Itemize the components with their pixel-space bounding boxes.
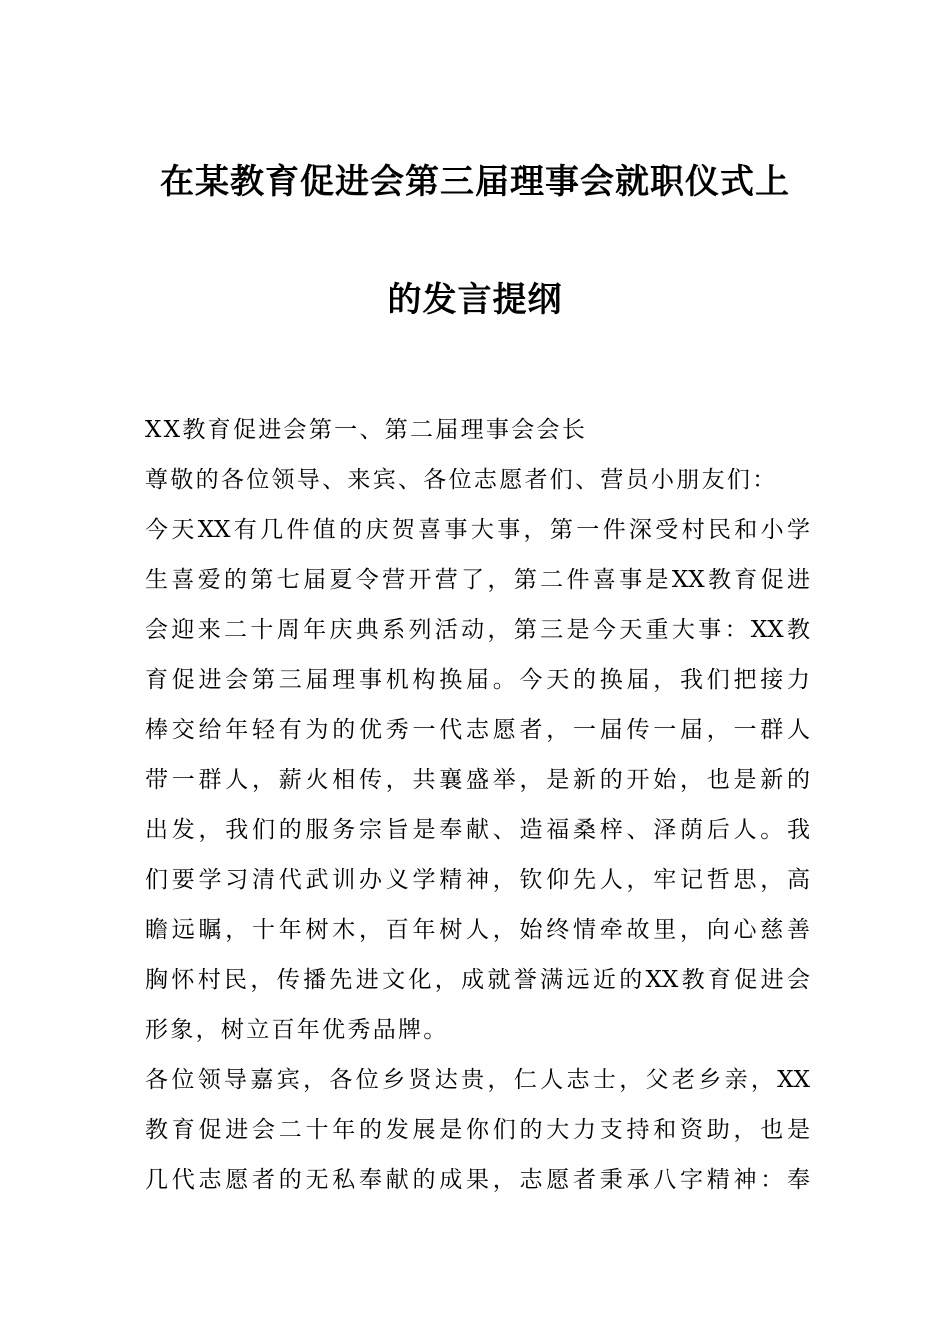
body-text-line: 生喜爱的第七届夏令营开营了，第二件喜事是XX教育促进: [145, 567, 810, 593]
body-text-line: 带一群人，薪火相传，共襄盛举，是新的开始，也是新的: [145, 767, 810, 793]
body-text-line: 几代志愿者的无私奉献的成果，志愿者秉承八字精神：奉: [145, 1167, 810, 1193]
body-text-line: 今天XX有几件值的庆贺喜事大事，第一件深受村民和小学: [145, 517, 810, 543]
body-text-line: 形象，树立百年优秀品牌。: [145, 1017, 449, 1043]
author-line: XX教育促进会第一、第二届理事会会长: [145, 417, 588, 443]
salutation-line: 尊敬的各位领导、来宾、各位志愿者们、营员小朋友们：: [145, 467, 778, 493]
body-text-line: 出发，我们的服务宗旨是奉献、造福桑梓、泽荫后人。我: [145, 817, 810, 843]
body-text-line: 胸怀村民，传播先进文化，成就誉满远近的XX教育促进会: [145, 967, 810, 993]
body-text-line: 瞻远瞩，十年树木，百年树人，始终情牵故里，向心慈善: [145, 917, 810, 943]
document-title-line-2: 的发言提纲: [387, 280, 563, 320]
body-text-line: 育促进会第三届理事机构换届。今天的换届，我们把接力: [145, 667, 810, 693]
body-text-line: 教育促进会二十年的发展是你们的大力支持和资助，也是: [145, 1117, 810, 1143]
body-text-line: 会迎来二十周年庆典系列活动，第三是今天重大事：XX教: [145, 617, 810, 643]
body-text-line: 棒交给年轻有为的优秀一代志愿者，一届传一届，一群人: [145, 717, 810, 743]
body-text-line: 各位领导嘉宾，各位乡贤达贵，仁人志士，父老乡亲，XX: [145, 1067, 810, 1093]
body-text-line: 们要学习清代武训办义学精神，钦仰先人，牢记哲思，高: [145, 867, 810, 893]
document-title-line-1: 在某教育促进会第三届理事会就职仪式上: [160, 162, 790, 202]
